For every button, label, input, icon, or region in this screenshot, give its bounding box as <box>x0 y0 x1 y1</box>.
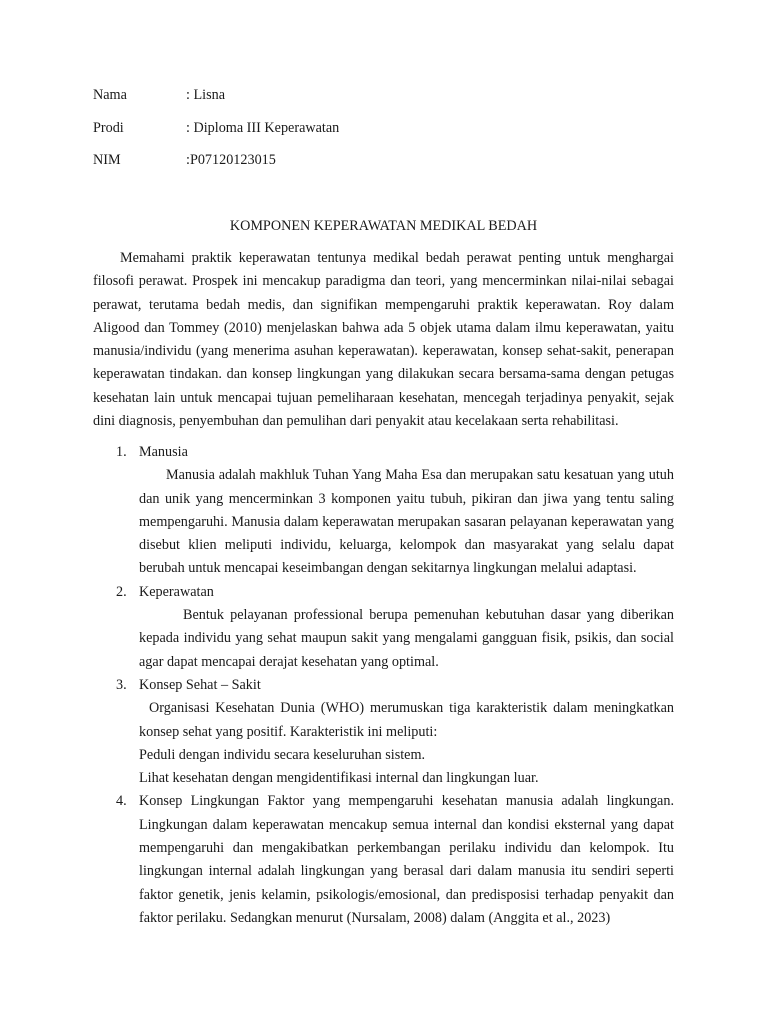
item-paragraph: Bentuk pelayanan professional berupa pemenuhan kebutuhan dasar yang diberikan kepada individu yang sehat maupun sakit yang mengalami gangguan fisik, psikis, dan social agar dapat mencapai derajat kesehatan yang optimal. <box>139 607 674 670</box>
document-title: KOMPONEN KEPERAWATAN MEDIKAL BEDAH <box>229 218 538 234</box>
item-heading: Keperawatan <box>139 583 214 600</box>
components-list <box>93 441 674 930</box>
characteristic-line: Lihat kesehatan dengan mengidentifikasi internal dan lingkungan luar. <box>139 770 539 787</box>
name-value: : Lisna <box>186 87 226 103</box>
list-item-keperawatan <box>93 581 674 674</box>
nim-value: :P07120123015 <box>186 152 276 168</box>
list-item-manusia <box>93 441 674 581</box>
list-item-konsep-sehat-sakit <box>93 674 674 790</box>
list-item-konsep-lingkungan <box>93 790 674 930</box>
item-heading: Manusia <box>139 444 188 460</box>
name-label: Nama <box>93 87 127 103</box>
list-number: 3. <box>116 676 127 693</box>
nim-label: NIM <box>93 152 121 168</box>
item-paragraph: Manusia adalah makhluk Tuhan Yang Maha Esa dan merupakan satu kesatuan yang utuh dan unik yang mencerminkan 3 komponen yaitu tubuh, pikiran dan jiwa yang tentu saling mempengaruhi. Manusia dalam keperawatan merupakan sasaran pelayanan keperawatan yang disebut klien meliputi individu, keluarga, kelompok dan masyarakat yang selalu dapat berubah untuk mencapai keseimbangan dengan sekitarnya lingkungan melalui adaptasi. <box>139 467 674 577</box>
prodi-label: Prodi <box>93 120 124 136</box>
item-paragraph: Organisasi Kesehatan Dunia (WHO) merumuskan tiga karakteristik dalam meningkatkan konsep sehat yang positif. Karakteristik ini meliputi: <box>139 700 674 740</box>
item-heading: Konsep Sehat – Sakit <box>139 676 261 693</box>
item-paragraph: Konsep Lingkungan Faktor yang mempengaruhi kesehatan manusia adalah lingkungan. Lingkungan dalam keperawatan mencakup semua internal dan kondisi eksternal yang dapat mempengaruhi dan mengakibatkan perkembangan perilaku individu dan kelompok. Itu lingkungan internal adalah lingkungan yang berasal dari dalam manusia itu sendiri seperti faktor genetik, jenis kelamin, psikologis/emosional, dan predisposisi terhadap penyakit dan faktor perilaku. Sedangkan menurut (Nursalam, 2008) dalam (Anggita et al., 2023) <box>139 793 674 926</box>
intro-paragraph: Memahami praktik keperawatan tentunya medikal bedah perawat penting untuk menghargai filosofi perawat. Prospek ini mencakup paradigma dan teori, yang mencerminkan nilai-nilai sebagai perawat, terutama bedah medis, dan signifikan mempengaruhi praktik keperawatan. Roy dalam Aligood dan Tommey (2010) menjelaskan bahwa ada 5 objek utama dalam ilmu keperawatan, yaitu manusia/individu (yang menerima asuhan keperawatan). keperawatan, konsep sehat-sakit, penerapan keperawatan tindakan. dan konsep lingkungan yang dilakukan secara bersama-sama dengan petugas kesehatan lain untuk mencapai tujuan pemeliharaan kesehatan, mencegah terjadinya penyakit, sejak dini diagnosis, penyembuhan dan pemulihan dari penyakit atau kecelakaan serta rehabilitasi. <box>93 250 674 430</box>
list-number: 4. <box>116 793 127 810</box>
list-number: 2. <box>116 583 127 600</box>
list-number: 1. <box>116 444 127 460</box>
characteristic-line: Peduli dengan individu secara keseluruhan sistem. <box>139 746 426 763</box>
prodi-value: : Diploma III Keperawatan <box>186 120 340 136</box>
